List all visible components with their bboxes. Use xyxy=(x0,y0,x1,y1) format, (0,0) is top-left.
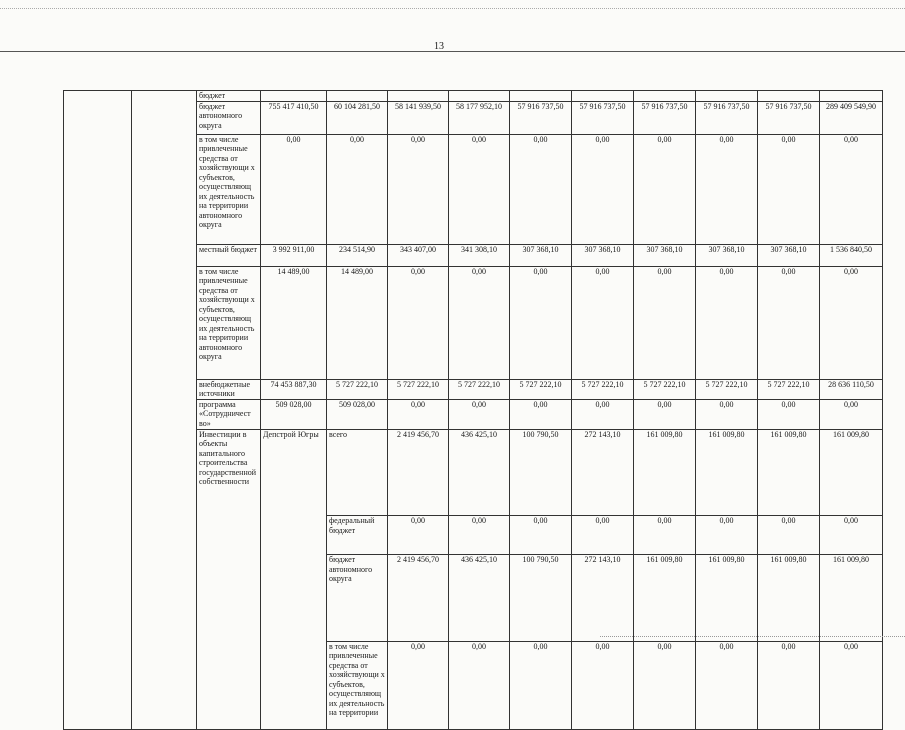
amount-cell: 0,00 xyxy=(388,516,449,555)
amount-cell: 161 009,80 xyxy=(634,555,696,642)
budget-table xyxy=(63,90,883,730)
amount-cell: 0,00 xyxy=(696,266,758,379)
amount-cell: 0,00 xyxy=(572,641,634,729)
funding-source-cell: в том числе привлеченные средства от хозяйствующи х субъектов, осуществляющ их деятельность на территории автономного округа xyxy=(197,134,261,244)
amount-cell: 0,00 xyxy=(758,134,820,244)
amount-cell: 0,00 xyxy=(572,516,634,555)
amount-cell: 0,00 xyxy=(510,641,572,729)
amount-cell: 2 419 456,70 xyxy=(388,555,449,642)
amount-cell: 5 727 222,10 xyxy=(758,379,820,399)
amount-cell xyxy=(327,91,388,102)
amount-cell: 0,00 xyxy=(758,399,820,429)
amount-cell: 5 727 222,10 xyxy=(327,379,388,399)
amount-cell: 161 009,80 xyxy=(758,429,820,516)
funding-source-cell: бюджет автономного округа xyxy=(197,101,261,134)
amount-cell: 100 790,50 xyxy=(510,429,572,516)
amount-cell: 0,00 xyxy=(510,266,572,379)
amount-cell: 436 425,10 xyxy=(449,555,510,642)
amount-cell: 0,00 xyxy=(327,134,388,244)
funding-source-cell: всего xyxy=(327,429,388,516)
amount-cell: 161 009,80 xyxy=(696,555,758,642)
header-rule xyxy=(0,51,905,52)
amount-cell: 0,00 xyxy=(696,134,758,244)
amount-cell: 343 407,00 xyxy=(388,244,449,266)
funding-source-cell: федеральный бюджет xyxy=(327,516,388,555)
amount-cell: 0,00 xyxy=(758,516,820,555)
amount-cell: 234 514,90 xyxy=(327,244,388,266)
amount-cell: 0,00 xyxy=(696,399,758,429)
amount-cell: 509 028,00 xyxy=(261,399,327,429)
amount-cell: 307 368,10 xyxy=(758,244,820,266)
funding-source-cell: местный бюджет xyxy=(197,244,261,266)
amount-cell: 0,00 xyxy=(572,399,634,429)
amount-cell: 307 368,10 xyxy=(572,244,634,266)
amount-cell xyxy=(696,91,758,102)
amount-cell xyxy=(449,91,510,102)
amount-cell: 272 143,10 xyxy=(572,555,634,642)
amount-cell xyxy=(820,91,883,102)
table-row xyxy=(64,91,883,102)
scan-artifact-bottom xyxy=(600,636,905,637)
amount-cell: 0,00 xyxy=(449,399,510,429)
amount-cell: 272 143,10 xyxy=(572,429,634,516)
amount-cell: 289 409 549,90 xyxy=(820,101,883,134)
amount-cell: 0,00 xyxy=(449,641,510,729)
amount-cell: 0,00 xyxy=(388,266,449,379)
amount-cell: 3 992 911,00 xyxy=(261,244,327,266)
amount-cell: 0,00 xyxy=(449,266,510,379)
amount-cell: 2 419 456,70 xyxy=(388,429,449,516)
amount-cell: 5 727 222,10 xyxy=(696,379,758,399)
program-cell: Инвестиции в объекты капитального строительства государственной собственности xyxy=(197,429,261,729)
funding-source-cell: программа «Сотрудничест во» xyxy=(197,399,261,429)
amount-cell: 307 368,10 xyxy=(696,244,758,266)
budget-table-body xyxy=(64,91,883,730)
amount-cell: 0,00 xyxy=(634,516,696,555)
amount-cell: 0,00 xyxy=(572,266,634,379)
amount-cell xyxy=(572,91,634,102)
amount-cell xyxy=(388,91,449,102)
amount-cell: 161 009,80 xyxy=(758,555,820,642)
amount-cell: 0,00 xyxy=(758,266,820,379)
amount-cell: 0,00 xyxy=(510,516,572,555)
funding-source-cell: бюджет xyxy=(197,91,261,102)
amount-cell: 57 916 737,50 xyxy=(572,101,634,134)
amount-cell: 0,00 xyxy=(758,641,820,729)
amount-cell: 0,00 xyxy=(449,134,510,244)
amount-cell: 14 489,00 xyxy=(261,266,327,379)
amount-cell xyxy=(261,91,327,102)
amount-cell: 0,00 xyxy=(388,399,449,429)
funding-source-cell: в том числе привлеченные средства от хозяйствующи х субъектов, осуществляющ их деятельность на территории xyxy=(327,641,388,729)
amount-cell: 0,00 xyxy=(510,134,572,244)
amount-cell: 0,00 xyxy=(388,641,449,729)
amount-cell: 5 727 222,10 xyxy=(449,379,510,399)
amount-cell: 161 009,80 xyxy=(820,555,883,642)
amount-cell: 0,00 xyxy=(820,516,883,555)
amount-cell: 307 368,10 xyxy=(634,244,696,266)
amount-cell: 57 916 737,50 xyxy=(510,101,572,134)
amount-cell: 14 489,00 xyxy=(327,266,388,379)
amount-cell: 58 177 952,10 xyxy=(449,101,510,134)
amount-cell: 0,00 xyxy=(696,641,758,729)
amount-cell: 0,00 xyxy=(820,266,883,379)
amount-cell xyxy=(758,91,820,102)
scan-artifact-line xyxy=(0,8,905,9)
amount-cell: 0,00 xyxy=(261,134,327,244)
amount-cell xyxy=(510,91,572,102)
amount-cell: 5 727 222,10 xyxy=(388,379,449,399)
amount-cell: 57 916 737,50 xyxy=(758,101,820,134)
amount-cell: 0,00 xyxy=(634,641,696,729)
amount-cell: 0,00 xyxy=(572,134,634,244)
amount-cell: 161 009,80 xyxy=(634,429,696,516)
amount-cell: 60 104 281,50 xyxy=(327,101,388,134)
amount-cell: 58 141 939,50 xyxy=(388,101,449,134)
amount-cell: 755 417 410,50 xyxy=(261,101,327,134)
amount-cell: 28 636 110,50 xyxy=(820,379,883,399)
amount-cell: 0,00 xyxy=(634,266,696,379)
program-cell xyxy=(64,91,132,730)
amount-cell: 341 308,10 xyxy=(449,244,510,266)
amount-cell: 100 790,50 xyxy=(510,555,572,642)
amount-cell: 5 727 222,10 xyxy=(572,379,634,399)
amount-cell: 0,00 xyxy=(696,516,758,555)
amount-cell: 161 009,80 xyxy=(696,429,758,516)
amount-cell: 0,00 xyxy=(388,134,449,244)
funding-source-cell: в том числе привлеченные средства от хозяйствующи х субъектов, осуществляющ их деятельность на территории автономного округа xyxy=(197,266,261,379)
executor-cell xyxy=(132,91,197,730)
funding-source-cell: бюджет автономного округа xyxy=(327,555,388,642)
amount-cell: 1 536 840,50 xyxy=(820,244,883,266)
amount-cell: 0,00 xyxy=(820,134,883,244)
executor-cell: Депстрой Югры xyxy=(261,429,327,729)
amount-cell: 509 028,00 xyxy=(327,399,388,429)
amount-cell: 0,00 xyxy=(820,641,883,729)
amount-cell: 5 727 222,10 xyxy=(510,379,572,399)
amount-cell: 436 425,10 xyxy=(449,429,510,516)
amount-cell xyxy=(634,91,696,102)
amount-cell: 307 368,10 xyxy=(510,244,572,266)
amount-cell: 0,00 xyxy=(820,399,883,429)
amount-cell: 57 916 737,50 xyxy=(696,101,758,134)
amount-cell: 74 453 887,30 xyxy=(261,379,327,399)
page-number: 13 xyxy=(434,41,444,52)
amount-cell: 0,00 xyxy=(449,516,510,555)
amount-cell: 0,00 xyxy=(510,399,572,429)
funding-source-cell: внебюджетные источники xyxy=(197,379,261,399)
amount-cell: 57 916 737,50 xyxy=(634,101,696,134)
amount-cell: 0,00 xyxy=(634,399,696,429)
amount-cell: 0,00 xyxy=(634,134,696,244)
amount-cell: 5 727 222,10 xyxy=(634,379,696,399)
amount-cell: 161 009,80 xyxy=(820,429,883,516)
